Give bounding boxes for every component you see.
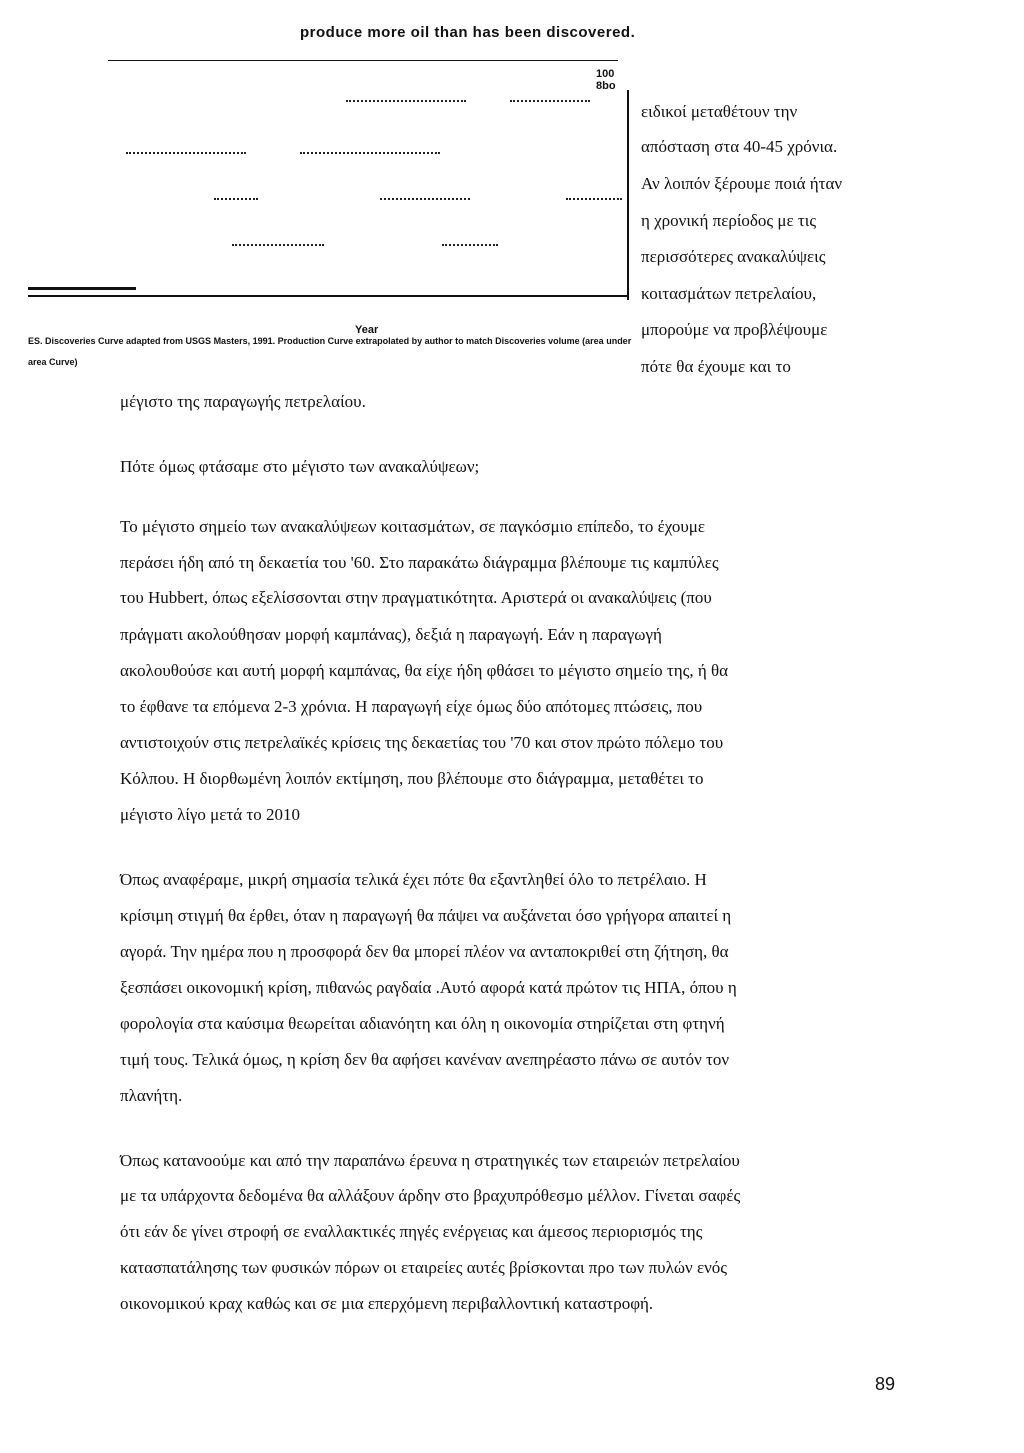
paragraph-line: τιμή τους. Τελικά όμως, η κρίση δεν θα αφήσει κανέναν ανεπηρέαστο πάνω σε αυτόν τον [120, 1050, 730, 1069]
paragraph-line: μέγιστο λίγο μετά το 2010 [120, 805, 300, 824]
paragraph-line: ότι εάν δε γίνει στροφή σε εναλλακτικές πηγές ενέργειας και άμεσος περιορισμός της [120, 1222, 703, 1241]
gridline [232, 244, 324, 246]
chart-figure-fragment [0, 0, 640, 380]
paragraph-line: ξεσπάσει οικονομική κρίση, πιθανώς ραγδαία .Αυτό αφορά κατά πρώτον τις ΗΠΑ, όπου η [120, 978, 737, 997]
gridline [346, 100, 466, 102]
page-number: 89 [875, 1374, 896, 1394]
side-text-line: η χρονική περίοδος με τις [641, 211, 817, 230]
tick-label: 100 [596, 68, 615, 80]
side-text-line: ειδικοί μεταθέτουν την [641, 102, 798, 121]
paragraph-line: ακολουθούσε και αυτή μορφή καμπάνας, θα είχε ήδη φθάσει το μέγιστο σημείο της, ή θα [120, 661, 729, 680]
figure-tick-labels [596, 68, 616, 92]
gridline [510, 100, 590, 102]
curve-segment [28, 287, 136, 290]
x-axis-line [28, 295, 628, 297]
x-axis-label: Year [355, 324, 379, 336]
paragraph-line: κρίσιμη στιγμή θα έρθει, όταν η παραγωγή θα πάψει να αυξάνεται όσο γρήγορα απαιτεί η [120, 906, 732, 925]
figure-top-caption: produce more oil than has been discovered. [300, 24, 636, 41]
gridline [126, 152, 246, 154]
paragraph-line: Όπως αναφέραμε, μικρή σημασία τελικά έχει πότε θα εξαντληθεί όλο το πετρέλαιο. Η [120, 870, 707, 889]
gridline [300, 152, 440, 154]
paragraph-line: του Hubbert, όπως εξελίσσονται στην πραγματικότητα. Αριστερά οι ανακαλύψεις (που [120, 588, 712, 607]
side-text-line: μπορούμε να προβλέψουμε [641, 320, 828, 339]
gridline [566, 198, 622, 200]
side-text-line: Αν λοιπόν ξέρουμε ποιά ήταν [641, 174, 843, 193]
figure-source-note: ES. Discoveries Curve adapted from USGS Masters, 1991. Production Curve extrapolated by author to match Discoveries volume (area under [28, 336, 632, 346]
paragraph-line: Όπως κατανοούμε και από την παραπάνω έρευνα η στρατηγικές των εταιρειών πετρελαίου [120, 1151, 740, 1170]
paragraph-line: οικονομικού κραχ καθώς και σε μια επερχόμενη περιβαλλοντική καταστροφή. [120, 1294, 654, 1313]
paragraph-line: Το μέγιστο σημείο των ανακαλύψεων κοιτασμάτων, σε παγκόσμιο επίπεδο, το έχουμε [120, 517, 706, 536]
paragraph-line: αγορά. Την ημέρα που η προσφορά δεν θα μπορεί πλέον να ανταποκριθεί στη ζήτηση, θα [120, 942, 729, 961]
side-text-line: περισσότερες ανακαλύψεις [641, 247, 826, 266]
paragraph-line: Κόλπου. Η διορθωμένη λοιπόν εκτίμηση, που βλέπουμε στο διάγραμμα, μεταθέτει το [120, 769, 704, 788]
section-question: Πότε όμως φτάσαμε στο μέγιστο των ανακαλύψεων; [120, 457, 480, 476]
paragraph-line: περάσει ήδη από τη δεκαετία του '60. Στο παρακάτω διάγραμμα βλέπουμε τις καμπύλες [120, 553, 719, 572]
side-text-line: πότε θα έχουμε και το [641, 357, 791, 376]
paragraph-line: το έφθανε τα επόμενα 2-3 χρόνια. Η παραγωγή είχε όμως δύο απότομες πτώσεις, που [120, 697, 703, 716]
paragraph-line: πλανήτη. [120, 1086, 183, 1105]
paragraph-line: με τα υπάρχοντα δεδομένα θα αλλάξουν άρδην στο βραχυπρόθεσμο μέλλον. Γίνεται σαφές [120, 1186, 741, 1205]
gridline [442, 244, 498, 246]
column-divider [627, 90, 629, 300]
figure-source-note: area Curve) [28, 357, 78, 367]
paragraph-line: κατασπατάλησης των φυσικών πόρων οι εταιρείες αυτές βρίσκονται προ των πυλών ενός [120, 1258, 728, 1277]
continuation-line: μέγιστο της παραγωγής πετρελαίου. [120, 392, 366, 411]
tick-label: 8bo [596, 80, 616, 92]
paragraph-line: φορολογία στα καύσιμα θεωρείται αδιανόητη και όλη η οικονομία στηρίζεται στη φτηνή [120, 1014, 725, 1033]
side-text-line: κοιτασμάτων πετρελαίου, [641, 284, 817, 303]
paragraph-line: πράγματι ακολούθησαν μορφή καμπάνας), δεξιά η παραγωγή. Εάν η παραγωγή [120, 625, 662, 644]
gridline [380, 198, 470, 200]
side-text-line: απόσταση στα 40-45 χρόνια. [641, 137, 838, 156]
gridline [214, 198, 258, 200]
paragraph-line: αντιστοιχούν στις πετρελαϊκές κρίσεις της δεκαετίας του '70 και στον πρώτο πόλεμο του [120, 733, 724, 752]
figure-rule [108, 60, 618, 61]
